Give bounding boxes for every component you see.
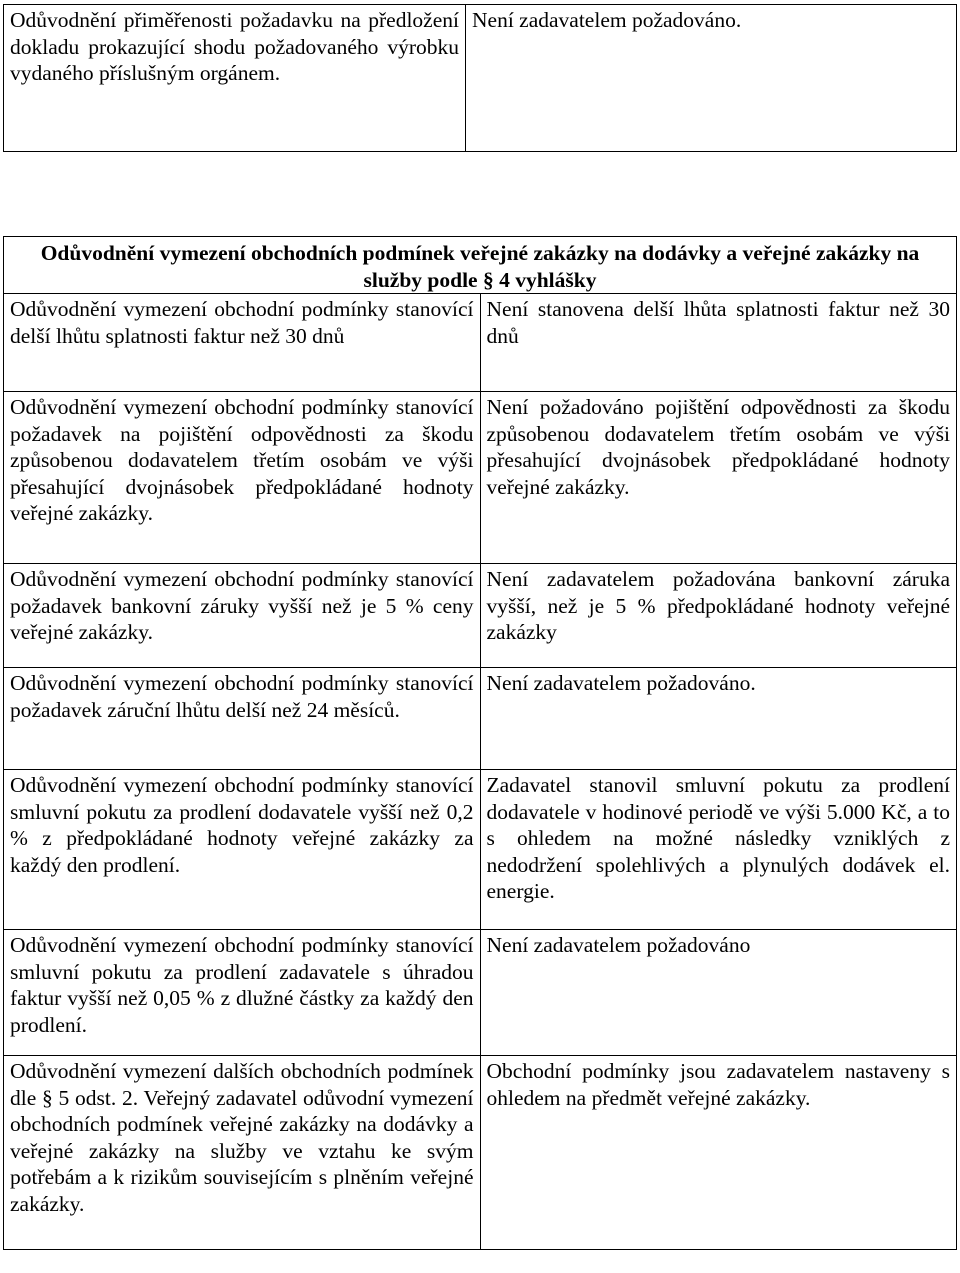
requirement-cell: Odůvodnění vymezení obchodní podmínky stanovící delší lhůtu splatnosti faktur než 30 dnů xyxy=(4,294,481,392)
table-row xyxy=(4,392,957,564)
justification-cell: Zadavatel stanovil smluvní pokutu za prodlení dodavatele v hodinové periodě ve výši 5.000 Kč, a to s ohledem na možné následky vzniklých z nedodržení spolehlivých a plynulých dodávek el. energie. xyxy=(480,770,957,930)
justification-cell: Není zadavatelem požadováno. xyxy=(466,5,957,152)
table-row xyxy=(4,294,957,392)
requirement-cell: Odůvodnění vymezení obchodní podmínky stanovící smluvní pokutu za prodlení zadavatele s úhradou faktur vyšší než 0,05 % z dlužné částky za každý den prodlení. xyxy=(4,930,481,1056)
justification-cell: Není zadavatelem požadováno. xyxy=(480,668,957,770)
requirement-cell: Odůvodnění vymezení obchodní podmínky stanovící smluvní pokutu za prodlení dodavatele vyšší než 0,2 % z předpokládané hodnoty veřejné zakázky za každý den prodlení. xyxy=(4,770,481,930)
requirement-cell: Odůvodnění přiměřenosti požadavku na předložení dokladu prokazující shodu požadovaného výrobku vydaného příslušným orgánem. xyxy=(4,5,466,152)
table-row xyxy=(4,668,957,770)
table-row xyxy=(4,5,957,152)
table-row xyxy=(4,564,957,668)
requirement-cell: Odůvodnění vymezení dalších obchodních podmínek dle § 5 odst. 2. Veřejný zadavatel odůvodní vymezení obchodních podmínek veřejné zakázky na dodávky a veřejné zakázky na služby ve vztahu ke svým potřebám a k rizikům souvisejícím s plněním veřejné zakázky. xyxy=(4,1056,481,1250)
justification-cell: Není požadováno pojištění odpovědnosti za škodu způsobenou dodavatelem třetím osobám ve výši přesahující dvojnásobek předpokládané hodnoty veřejné zakázky. xyxy=(480,392,957,564)
section-title: Odůvodnění vymezení obchodních podmínek veřejné zakázky na dodávky a veřejné zakázky na služby podle § 4 vyhlášky xyxy=(4,237,957,294)
requirement-cell: Odůvodnění vymezení obchodní podmínky stanovící požadavek na pojištění odpovědnosti za škodu způsobenou dodavatelem třetím osobám ve výši přesahující dvojnásobek předpokládané hodnoty veřejné zakázky. xyxy=(4,392,481,564)
table-row xyxy=(4,1056,957,1250)
table-row xyxy=(4,770,957,930)
top-table xyxy=(3,4,957,152)
requirement-cell: Odůvodnění vymezení obchodní podmínky stanovící požadavek bankovní záruky vyšší než je 5 % ceny veřejné zakázky. xyxy=(4,564,481,668)
justification-cell: Není zadavatelem požadována bankovní záruka vyšší, než je 5 % předpokládané hodnoty veřejné zakázky xyxy=(480,564,957,668)
requirement-cell: Odůvodnění vymezení obchodní podmínky stanovící požadavek záruční lhůtu delší než 24 měsíců. xyxy=(4,668,481,770)
justification-cell: Není stanovena delší lhůta splatnosti faktur než 30 dnů xyxy=(480,294,957,392)
justification-cell: Obchodní podmínky jsou zadavatelem nastaveny s ohledem na předmět veřejné zakázky. xyxy=(480,1056,957,1250)
conditions-table xyxy=(3,236,957,1250)
section-title-row xyxy=(4,237,957,294)
table-row xyxy=(4,930,957,1056)
justification-cell: Není zadavatelem požadováno xyxy=(480,930,957,1056)
